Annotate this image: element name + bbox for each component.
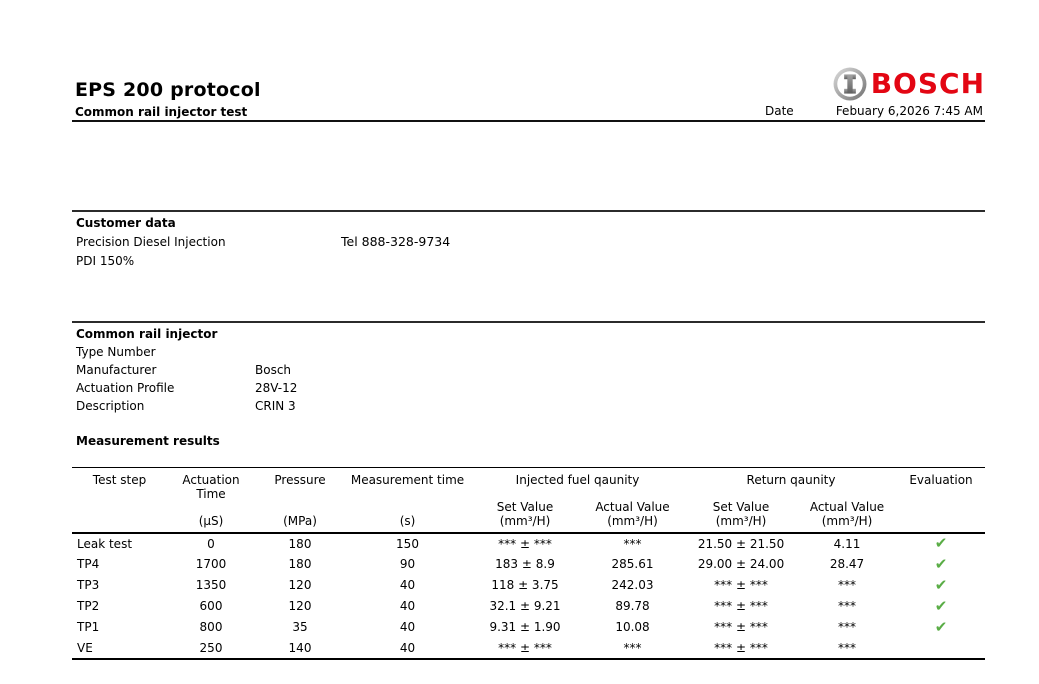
page-subtitle: Common rail injector test — [75, 105, 248, 119]
cell-pressure: 140 — [288, 640, 312, 655]
subcol-unit: (mm³/H) — [821, 513, 873, 528]
unit-pressure: (MPa) — [283, 513, 317, 528]
results-table — [72, 467, 985, 660]
injector-field-manufacturer — [76, 363, 291, 377]
table-row — [72, 617, 985, 638]
subcol-unit: (mm³/H) — [715, 513, 767, 528]
cell-measurement-time: 40 — [399, 578, 416, 593]
col-header-evaluation: Evaluation — [909, 473, 973, 487]
cell-injected-set: 32.1 ± 9.21 — [489, 599, 561, 614]
cell-injected-set: *** ± *** — [498, 536, 552, 551]
cell-pressure: 35 — [292, 620, 308, 635]
customer-heading: Customer data — [76, 216, 176, 230]
check-icon: ✔ — [934, 554, 948, 573]
cell-actuation-time: 1700 — [195, 557, 227, 572]
customer-phone: Tel 888-328-9734 — [341, 234, 451, 249]
injector-field-description — [76, 399, 296, 413]
cell-measurement-time: 150 — [396, 536, 419, 551]
cell-test-step: Leak test — [77, 536, 133, 551]
cell-injected-set: 183 ± 8.9 — [495, 557, 555, 572]
cell-pressure: 120 — [288, 599, 312, 614]
unit-blank — [72, 501, 167, 533]
cell-return-actual: *** — [838, 640, 857, 655]
cell-evaluation — [897, 554, 985, 575]
table-row — [72, 575, 985, 596]
cell-actuation-time: 800 — [199, 620, 223, 635]
cell-injected-actual: *** — [623, 640, 642, 655]
col-header-measurement-time: Measurement time — [350, 473, 465, 487]
field-label: Manufacturer — [76, 363, 157, 377]
cell-pressure: 120 — [288, 578, 312, 593]
cell-injected-set: 9.31 ± 1.90 — [489, 620, 561, 635]
cell-return-set: 29.00 ± 24.00 — [697, 557, 785, 572]
bosch-armature-icon — [833, 67, 867, 101]
cell-return-actual: *** — [838, 599, 857, 614]
unit-measurement-time: (s) — [399, 513, 416, 528]
bosch-logo — [833, 67, 985, 101]
cell-return-actual: 4.11 — [833, 536, 861, 551]
cell-test-step: TP4 — [77, 557, 100, 572]
subcol-label: Set Value — [496, 500, 554, 514]
bosch-wordmark: BOSCH — [870, 67, 985, 100]
cell-evaluation — [897, 638, 985, 659]
header-divider — [72, 120, 985, 122]
field-label: Actuation Profile — [76, 381, 175, 395]
unit-blank — [897, 501, 985, 533]
injector-field-type-number — [76, 345, 255, 359]
cell-injected-actual: *** — [623, 536, 642, 551]
cell-actuation-time: 1350 — [195, 578, 227, 593]
cell-test-step: VE — [77, 640, 93, 655]
cell-measurement-time: 40 — [399, 599, 416, 614]
cell-injected-actual: 285.61 — [611, 557, 654, 572]
cell-actuation-time: 600 — [199, 599, 223, 614]
cell-actuation-time: 0 — [207, 536, 215, 551]
results-heading: Measurement results — [76, 434, 220, 448]
subcol-return-actual — [797, 501, 897, 533]
subcol-injected-actual — [580, 501, 685, 533]
cell-return-set: *** ± *** — [714, 599, 768, 614]
col-group-injected-fuel: Injected fuel qaunity — [515, 473, 640, 487]
cell-return-actual: *** — [838, 620, 857, 635]
cell-measurement-time: 40 — [399, 620, 416, 635]
cell-return-set: *** ± *** — [714, 578, 768, 593]
field-label: Description — [76, 399, 145, 413]
table-units-row — [72, 501, 985, 533]
subcol-label: Actual Value — [595, 500, 670, 514]
cell-injected-actual: 242.03 — [611, 578, 654, 593]
date-row — [765, 104, 983, 118]
check-icon: ✔ — [934, 534, 948, 553]
table-row — [72, 533, 985, 554]
check-icon: ✔ — [934, 617, 948, 636]
col-header-actuation-time: Actuation Time — [182, 473, 240, 501]
cell-evaluation — [897, 596, 985, 617]
unit-actuation: (µS) — [198, 513, 224, 528]
cell-return-actual: *** — [838, 578, 857, 593]
subcol-unit: (mm³/H) — [499, 513, 551, 528]
cell-evaluation — [897, 617, 985, 638]
cell-return-set: *** ± *** — [714, 620, 768, 635]
cell-measurement-time: 90 — [399, 557, 416, 572]
table-row — [72, 596, 985, 617]
cell-measurement-time: 40 — [399, 640, 416, 655]
subcol-label: Actual Value — [809, 500, 885, 514]
injector-field-actuation-profile — [76, 381, 297, 395]
cell-evaluation — [897, 575, 985, 596]
col-header-test-step: Test step — [92, 473, 147, 487]
cell-actuation-time: 250 — [199, 640, 223, 655]
cell-injected-set: 118 ± 3.75 — [491, 578, 559, 593]
check-icon: ✔ — [934, 596, 948, 615]
table-row — [72, 638, 985, 659]
customer-company: Precision Diesel Injection — [76, 235, 226, 249]
subcol-label: Set Value — [712, 500, 770, 514]
cell-injected-actual: 89.78 — [615, 599, 650, 614]
cell-test-step: TP1 — [77, 620, 100, 635]
cell-pressure: 180 — [288, 557, 312, 572]
col-header-pressure: Pressure — [274, 473, 326, 487]
subcol-unit: (mm³/H) — [607, 513, 658, 528]
date-value: Febuary 6,2026 7:45 AM — [835, 104, 983, 118]
table-row — [72, 554, 985, 575]
cell-injected-set: *** ± *** — [498, 640, 552, 655]
date-label: Date — [765, 104, 794, 118]
subcol-injected-set — [470, 501, 580, 533]
customer-divider — [72, 210, 985, 212]
page-title: EPS 200 protocol — [75, 79, 261, 101]
check-icon: ✔ — [934, 575, 948, 594]
col-group-return: Return qaunity — [746, 473, 836, 487]
cell-return-actual: 28.47 — [829, 557, 865, 572]
field-value: 28V-12 — [255, 381, 298, 395]
customer-note: PDI 150% — [76, 254, 135, 268]
subcol-return-set — [685, 501, 797, 533]
field-label: Type Number — [76, 345, 156, 359]
cell-test-step: TP3 — [77, 578, 100, 593]
cell-test-step: TP2 — [77, 599, 100, 614]
cell-evaluation — [897, 533, 985, 554]
cell-pressure: 180 — [288, 536, 312, 551]
injector-divider — [72, 321, 985, 323]
cell-return-set: 21.50 ± 21.50 — [697, 536, 785, 551]
injector-heading: Common rail injector — [76, 327, 218, 341]
table-header-row — [72, 468, 985, 502]
field-value: Bosch — [255, 363, 292, 377]
field-value: CRIN 3 — [255, 399, 296, 413]
cell-injected-actual: 10.08 — [615, 620, 650, 635]
cell-return-set: *** ± *** — [714, 640, 768, 655]
